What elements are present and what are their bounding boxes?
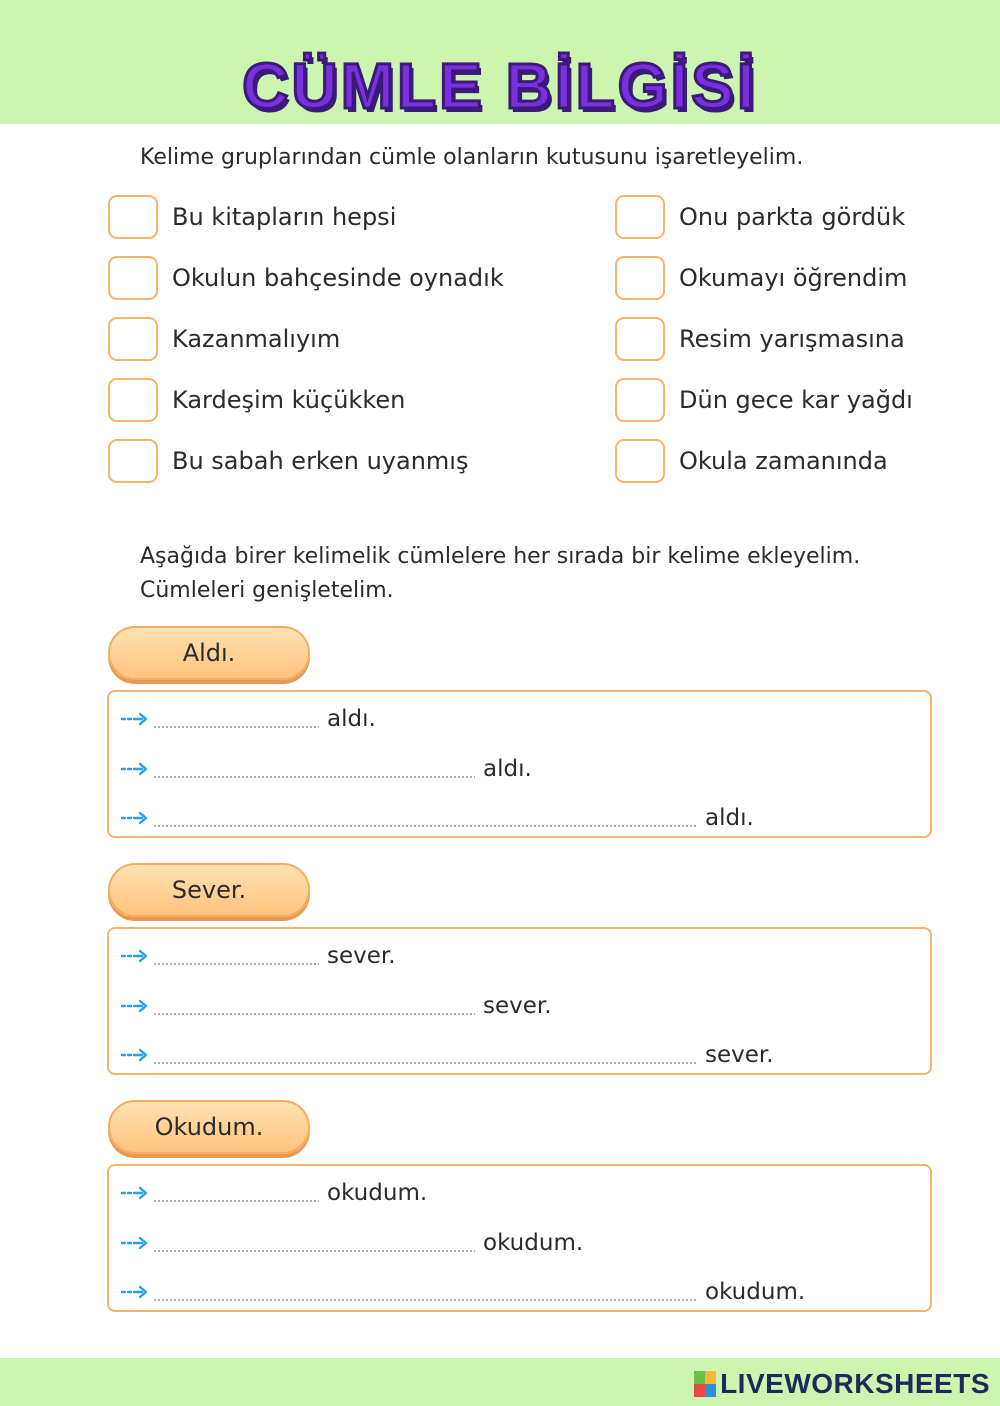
- dotted-arrow-icon: [121, 991, 153, 1021]
- answer-box: [107, 1164, 932, 1312]
- checkbox[interactable]: [615, 439, 665, 483]
- checkbox-item: [108, 254, 504, 302]
- dotted-arrow-icon: [121, 1277, 153, 1307]
- checkbox-label: Kazanmalıyım: [172, 325, 341, 353]
- checkbox-label: Bu sabah erken uyanmış: [172, 447, 469, 475]
- sentence-end-word: okudum.: [483, 1230, 584, 1256]
- checkbox-item: [615, 376, 913, 424]
- checkbox-item: [108, 376, 405, 424]
- sentence-end-word: aldı.: [327, 706, 376, 732]
- answer-input[interactable]: [153, 1177, 319, 1209]
- checkbox[interactable]: [615, 378, 665, 422]
- checkbox-label: Resim yarışmasına: [679, 325, 905, 353]
- checkbox-item: [615, 193, 905, 241]
- liveworksheets-logo-icon: [694, 1371, 716, 1397]
- answer-box: [107, 690, 932, 838]
- checkbox-item: [108, 193, 396, 241]
- checkbox-item: [108, 315, 340, 363]
- checkbox-label: Okula zamanında: [679, 447, 888, 475]
- checkbox-label: Bu kitapların hepsi: [172, 203, 397, 231]
- sentence-end-word: sever.: [327, 943, 396, 969]
- answer-box: [107, 927, 932, 1075]
- answer-input[interactable]: [153, 940, 319, 972]
- word-pill: Aldı.: [108, 626, 310, 680]
- section2-instruction: Aşağıda birer kelimelik cümlelere her sırada bir kelime ekleyelim.: [140, 544, 861, 569]
- answer-line: [121, 803, 754, 833]
- answer-input[interactable]: [153, 1276, 697, 1308]
- checkbox[interactable]: [108, 439, 158, 483]
- dotted-arrow-icon: [121, 1178, 153, 1208]
- dotted-arrow-icon: [121, 1040, 153, 1070]
- checkbox-label: Okulun bahçesinde oynadık: [172, 264, 504, 292]
- sentence-end-word: aldı.: [705, 805, 754, 831]
- checkbox-item: [615, 254, 907, 302]
- section1-instruction: Kelime gruplarından cümle olanların kutusunu işaretleyelim.: [140, 145, 804, 170]
- checkbox-item: [108, 437, 468, 485]
- page-title: CÜMLE BİLGİSİ: [242, 50, 758, 122]
- dotted-arrow-icon: [121, 941, 153, 971]
- checkbox-item: [615, 437, 888, 485]
- dotted-arrow-icon: [121, 803, 153, 833]
- checkbox-item: [615, 315, 905, 363]
- word-pill: Okudum.: [108, 1100, 310, 1154]
- answer-line: [121, 941, 396, 971]
- checkbox-label: Dün gece kar yağdı: [679, 386, 913, 414]
- word-pill: Sever.: [108, 863, 310, 917]
- answer-line: [121, 1228, 583, 1258]
- checkbox-label: Okumayı öğrendim: [679, 264, 908, 292]
- answer-input[interactable]: [153, 1227, 475, 1259]
- checkbox[interactable]: [108, 317, 158, 361]
- checkbox-label: Kardeşim küçükken: [172, 386, 406, 414]
- sentence-end-word: sever.: [483, 993, 552, 1019]
- answer-line: [121, 991, 552, 1021]
- sentence-end-word: okudum.: [327, 1180, 428, 1206]
- answer-input[interactable]: [153, 802, 697, 834]
- answer-line: [121, 1178, 427, 1208]
- brand-name: LIVEWORKSHEETS: [720, 1368, 990, 1399]
- answer-line: [121, 704, 376, 734]
- checkbox[interactable]: [615, 317, 665, 361]
- liveworksheets-brand[interactable]: [694, 1368, 990, 1400]
- answer-line: [121, 1277, 805, 1307]
- dotted-arrow-icon: [121, 704, 153, 734]
- checkbox-label: Onu parkta gördük: [679, 203, 906, 231]
- answer-line: [121, 754, 532, 784]
- checkbox[interactable]: [108, 378, 158, 422]
- section2-instruction-line2: Cümleleri genişletelim.: [140, 578, 394, 603]
- dotted-arrow-icon: [121, 1228, 153, 1258]
- answer-input[interactable]: [153, 1039, 697, 1071]
- sentence-end-word: okudum.: [705, 1279, 806, 1305]
- sentence-end-word: sever.: [705, 1042, 774, 1068]
- answer-input[interactable]: [153, 753, 475, 785]
- answer-line: [121, 1040, 774, 1070]
- checkbox[interactable]: [108, 256, 158, 300]
- checkbox[interactable]: [108, 195, 158, 239]
- answer-input[interactable]: [153, 990, 475, 1022]
- checkbox[interactable]: [615, 256, 665, 300]
- checkbox[interactable]: [615, 195, 665, 239]
- answer-input[interactable]: [153, 703, 319, 735]
- sentence-end-word: aldı.: [483, 756, 532, 782]
- dotted-arrow-icon: [121, 754, 153, 784]
